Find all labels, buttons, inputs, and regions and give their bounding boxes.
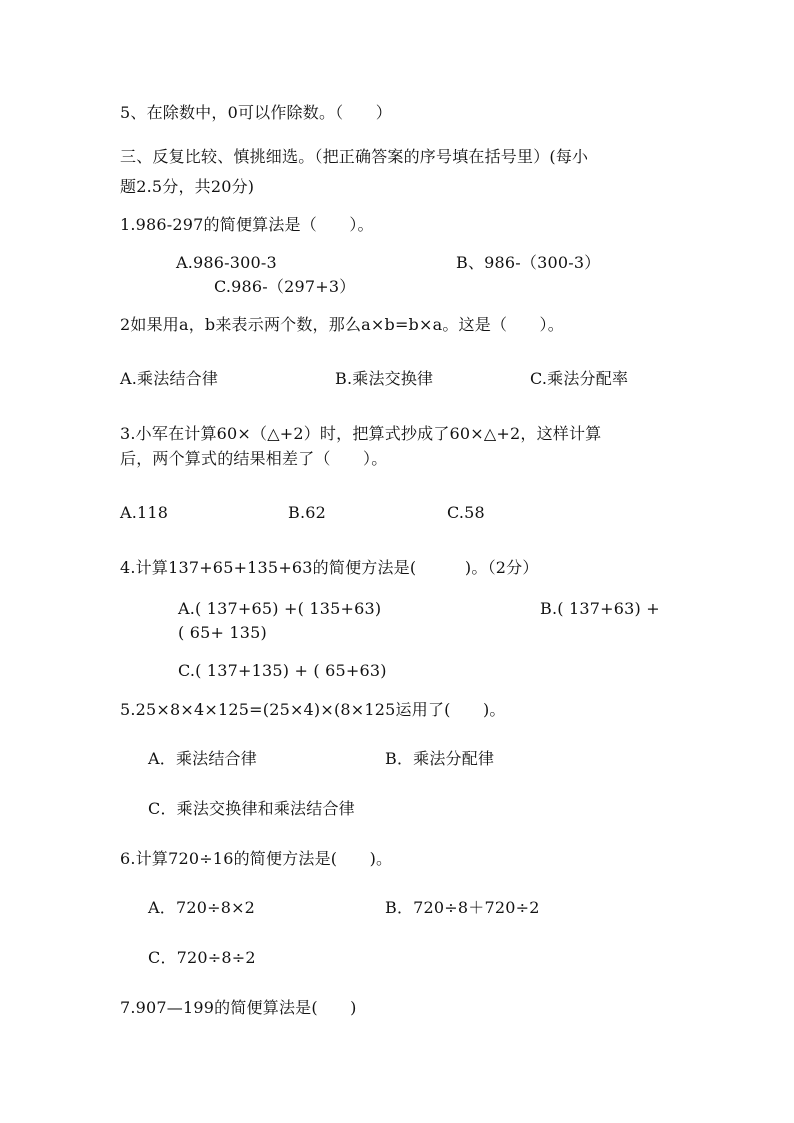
q4-option-c: C.( 137+135) + ( 65+63) [178,661,387,680]
q3-option-b: B.62 [288,503,327,522]
q5-option-c: C．乘法交换律和乘法结合律 [148,799,355,818]
q3-stem-line-2: 后，两个算式的结果相差了（ ）。 [120,449,388,468]
q2-option-b: B.乘法交换律 [335,369,434,388]
q3-option-c: C.58 [447,503,485,522]
q2-stem: 2如果用a，b来表示两个数，那么a×b=b×a。这是（ ）。 [120,315,564,334]
q1-option-b: B、986-（300-3） [456,253,601,272]
q1-option-c: C.986-（297+3） [214,277,356,296]
q4-option-b-line-1: B.( 137+63) + [540,599,660,618]
q3-option-a: A.118 [120,503,169,522]
q5-stem: 5.25×8×4×125=(25×4)×(8×125运用了( )。 [120,700,506,719]
q4-option-b-line-2: ( 65+ 135) [178,623,267,642]
q2-option-c: C.乘法分配率 [530,369,629,388]
q7-stem: 7.907—199的简便算法是( ) [120,998,357,1017]
judge-question-5: 5、在除数中，0可以作除数。（ ） [120,103,392,122]
q4-stem: 4.计算137+65+135+63的简便方法是( )。（2分） [120,558,539,577]
q6-stem: 6.计算720÷16的简便方法是( )。 [120,849,393,868]
q1-stem: 1.986-297的简便算法是（ ）。 [120,215,374,234]
q6-option-a: A．720÷8×2 [148,898,256,917]
section-3-title-line-1: 三、反复比较、慎挑细选。（把正确答案的序号填在括号里）(每小 [120,147,589,166]
q6-option-c: C．720÷8÷2 [148,948,256,967]
q5-option-a: A．乘法结合律 [148,749,257,768]
q5-option-b: B．乘法分配律 [385,749,495,768]
q3-stem-line-1: 3.小军在计算60×（△+2）时，把算式抄成了60×△+2，这样计算 [120,424,602,443]
section-3-title-line-2: 题2.5分，共20分) [120,177,255,196]
q4-option-a: A.( 137+65) +( 135+63) [178,599,382,618]
q2-option-a: A.乘法结合律 [120,369,219,388]
q6-option-b: B．720÷8＋720÷2 [385,898,540,917]
q1-option-a: A.986-300-3 [176,253,277,272]
